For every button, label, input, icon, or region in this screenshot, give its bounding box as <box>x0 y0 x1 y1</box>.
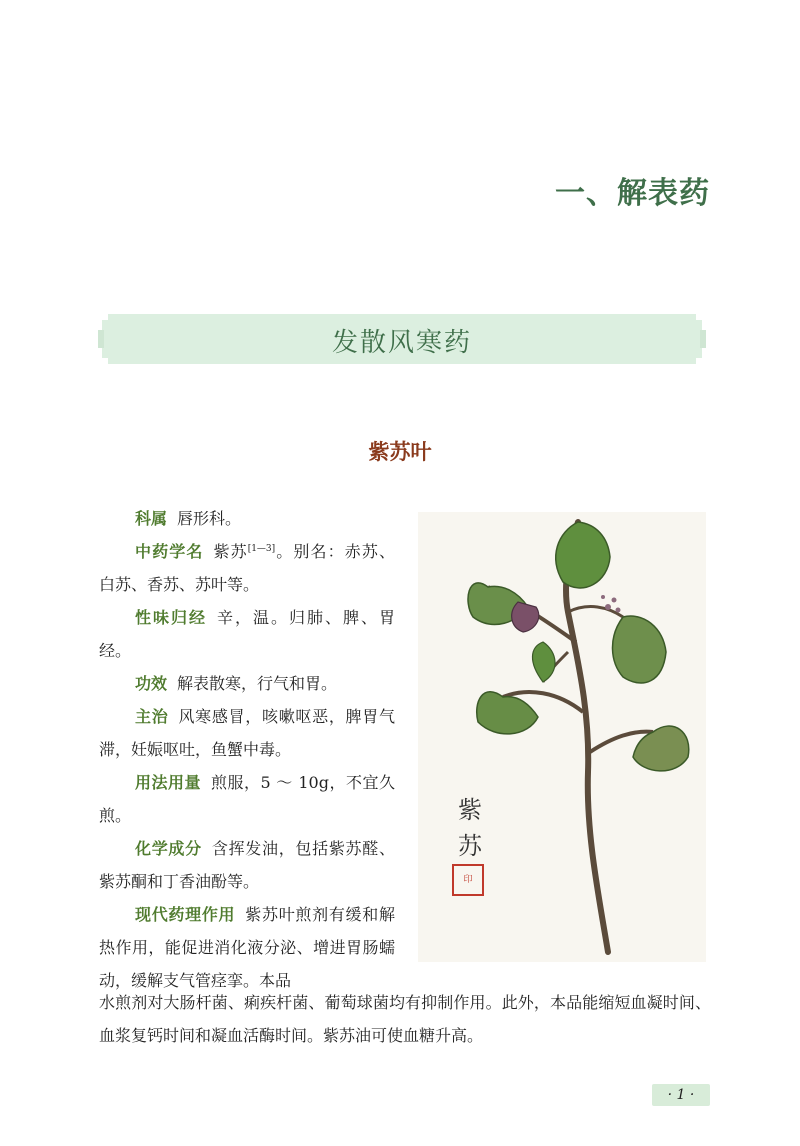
continuation-text: 水煎剂对大肠杆菌、痢疾杆菌、葡萄球菌均有抑制作用。此外，本品能缩短血凝时间、血浆复钙时间和凝血活酶时间。紫苏油可使血糖升高。 <box>99 993 711 1045</box>
entry-text: 紫苏 <box>213 542 248 561</box>
section-title: 发散风寒药 <box>331 328 472 358</box>
entry-text: 解表散寒，行气和胃。 <box>177 674 338 693</box>
entry-pharmacology <box>99 898 395 997</box>
herb-title: 紫苏叶 <box>368 440 432 464</box>
entry-nature-meridian <box>99 601 395 667</box>
entry-chemistry <box>99 832 395 898</box>
entry-scientific-name <box>99 535 395 601</box>
herb-illustration <box>418 512 706 962</box>
entry-text: 唇形科。 <box>177 509 242 528</box>
entry-text: 风寒感冒，咳嗽呕恶，脾胃气滞，妊娠呕吐，鱼蟹中毒。 <box>99 707 395 759</box>
entry-label: 科属 <box>135 509 168 528</box>
herb-entries <box>99 502 395 997</box>
entry-text: 含挥发油，包括紫苏醛、紫苏酮和丁香油酚等。 <box>99 839 395 891</box>
entry-label: 主治 <box>135 707 169 726</box>
section-banner <box>98 312 706 366</box>
page-number: · 1 · <box>652 1084 710 1106</box>
chapter-title: 一、解表药 <box>555 176 710 211</box>
entry-text: 紫苏叶煎剂有缓和解热作用，能促进消化液分泌、增进胃肠蠕动，缓解支气管痉挛。本品 <box>99 905 395 990</box>
seal-stamp: 印 <box>452 864 484 896</box>
reference-mark: [1—3] <box>247 544 276 554</box>
plant-calligraphy: 紫苏 <box>458 796 482 860</box>
entry-text: 。别名：赤苏、白苏、香苏、苏叶等。 <box>99 542 395 594</box>
entry-label: 化学成分 <box>135 839 202 858</box>
entry-label: 中药学名 <box>135 542 204 561</box>
entry-text: 辛，温。归肺、脾、胃经。 <box>99 608 395 660</box>
entry-label: 现代药理作用 <box>135 905 236 924</box>
entry-indications <box>99 700 395 766</box>
entry-family <box>99 502 395 535</box>
entry-label: 功效 <box>135 674 168 693</box>
pharmacology-continuation <box>99 986 711 1052</box>
entry-label: 用法用量 <box>135 773 202 792</box>
entry-dosage <box>99 766 395 832</box>
entry-label: 性味归经 <box>135 608 207 627</box>
entry-text: 煎服，5 ～ 10g，不宜久煎。 <box>99 773 395 825</box>
entry-efficacy <box>99 667 395 700</box>
